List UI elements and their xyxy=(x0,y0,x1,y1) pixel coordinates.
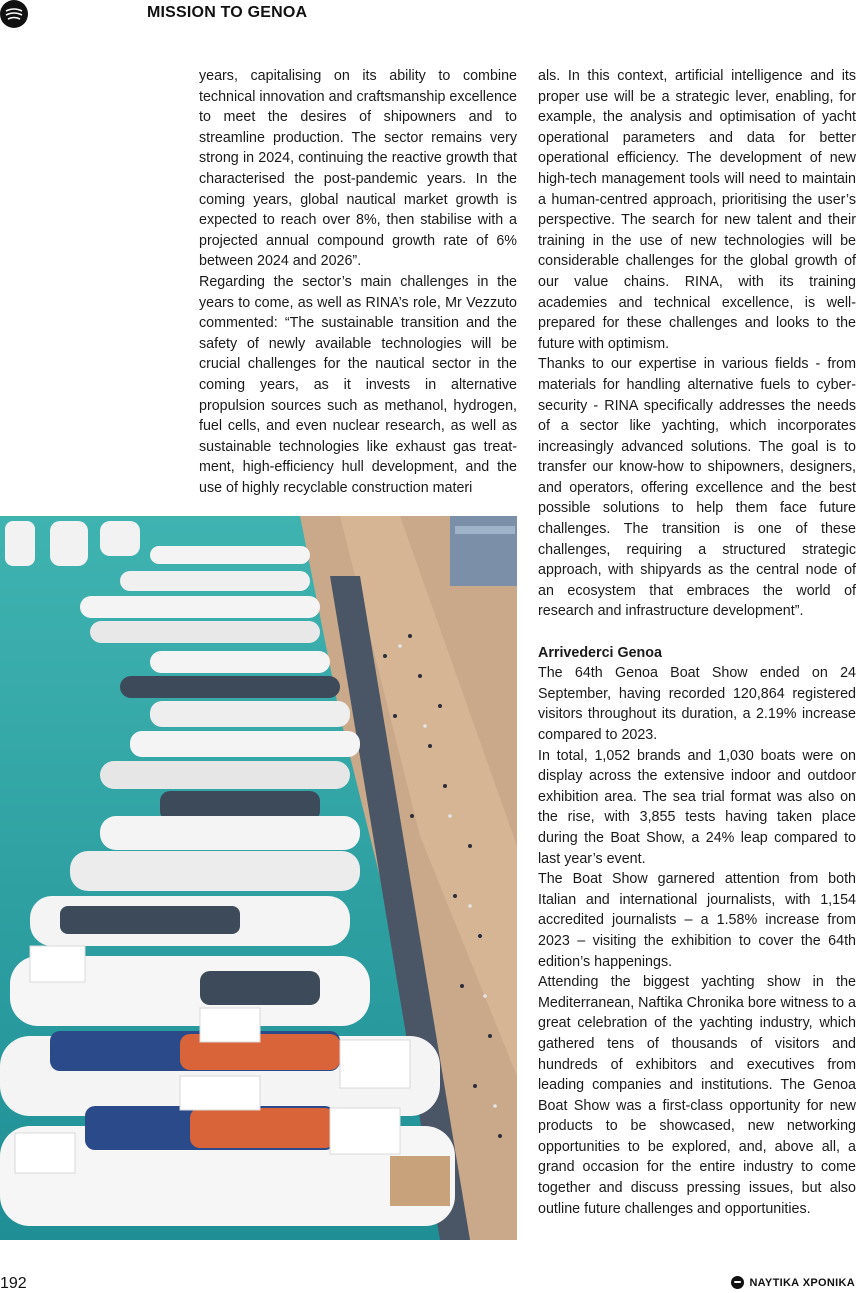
article-paragraph: Regarding the sector’s main challenges in the years to come, as well as RINA’s role, Mr Vezzuto commented: “The sustainable transition and the safety of newly available technologies will be crucial challenges for the nautical sector in the coming years, as it invests in alternative propulsion sources such as methanol, hydrogen, fuel cells, and even nuclear research, as well as sustainable technologies like exhaust gas treatment, high-efficiency hull development, and the use of highly recyclable construction materi xyxy=(199,273,517,496)
article-paragraph: Attending the biggest yachting show in the Mediterranean, Naftika Chronika bore witness to a great celebration of the yachting industry, which gathered tens of thousands of visitors and hundreds of exhibitors and executives from leading companies and institutions. The Genoa Boat Show was a first-class opportunity for new products to be showcased, new networking opportunities to be explored, and, above all, a grand occasion for the entire industry to come together and discuss pressing issues, but also outline future challenges and opportunities. xyxy=(538,974,856,1217)
brand-logo-icon xyxy=(731,1276,744,1289)
subheading: Arrivederci Genoa xyxy=(538,644,662,661)
publication-logo-icon xyxy=(0,0,28,28)
brand-name: ΝΑΥΤΙΚΑ ΧΡΟΝΙΚΑ xyxy=(749,1276,855,1289)
section-title: MISSION TO GENOA xyxy=(147,4,308,21)
article-paragraph: The 64th Genoa Boat Show ended on 24 September, having recorded 120,864 registered visitors throughout its duration, a 2.19% increase compared to 2023. xyxy=(538,665,856,743)
article-paragraph: Thanks to our expertise in various fields - from materials for handling alternative fuels to cybersecurity - RINA specifically addresses the needs of a sector like yachting, which incorporates increasingly advanced solutions. The goal is to transfer our know-how to shipowners, designers, and operators, offering excellence and the best possible solutions to help them face future challenges. The transition is one of these challenges, requiring a structured strategic approach, with shipyards as the central node of an ecosystem that embraces the world of research and infrastructure development”. xyxy=(538,356,856,620)
article-paragraph: als. In this context, artificial intelligence and its proper use will be a strategic lever, enabling, for example, the analysis and optimisation of yacht operational parameters and data for better operational efficiency. The development of new high-tech management tools will need to maintain a human-centred approach, prioritising the user’s perspective. The search for new talent and their training in the use of new technologies will be considerable challenges for the global growth of our value chains. RINA, with its training academies and technical excellence, is well-prepared for these challenges and looks to the future with optimism. xyxy=(538,68,856,352)
publication-brand xyxy=(731,1276,855,1289)
article-paragraph: years, capitalising on its ability to combine technical innovation and craftsmanship excellence to meet the desires of shipowners and to streamline production. The sector remains very strong in 2024, continuing the reactive growth that characterised the post-pandemic years. In the coming years, global nautical market growth is expected to reach over 8%, then stabilise with a projected annual compound growth rate of 6% between 2024 and 2026”. xyxy=(199,68,517,270)
page-number: 192 xyxy=(0,1275,27,1292)
boat-show-aerial-photo xyxy=(0,516,517,1240)
yachts-marina-illustration xyxy=(0,516,517,1240)
article-paragraph: In total, 1,052 brands and 1,030 boats were on display across the extensive indoor and outdoor exhibition area. The sea trial format was also on the rise, with 3,855 tests having taken place during the Boat Show, a 24% leap compared to last year’s event. xyxy=(538,747,856,867)
article-paragraph: The Boat Show garnered attention from both Italian and international journalists, with 1,154 accredited journalists – a 1.58% increase from 2023 – visiting the exhibition to cover the 64th edition’s happenings. xyxy=(538,871,856,970)
article-column-left xyxy=(199,66,517,498)
article-column-right xyxy=(538,66,856,1219)
